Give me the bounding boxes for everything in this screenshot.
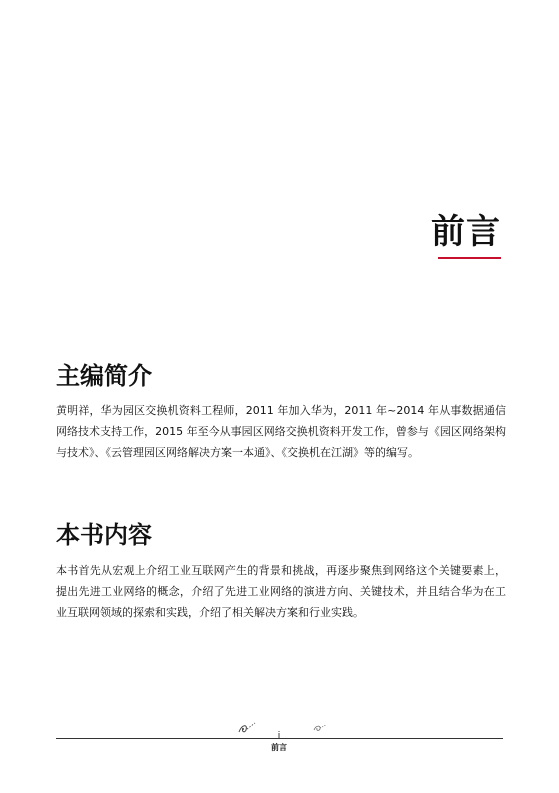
page-number: i (277, 731, 281, 741)
decorative-flourish-icon (236, 720, 258, 736)
book-content-paragraph: 本书首先从宏观上介绍工业互联网产生的背景和挑战，再逐步聚焦到网络这个关键要素上，提出先进工业网络的概念，介绍了先进工业网络的演进方向、关键技术，并且结合华为在工业互联网领域的探索和实践，介绍了相关解决方案和行业实践。 (56, 564, 506, 619)
title-underline (438, 257, 501, 259)
decorative-flourish-icon (311, 720, 333, 736)
section-heading-editor: 主编简介 (56, 362, 152, 390)
footer-section-label: 前言 (271, 743, 287, 752)
section-heading-content: 本书内容 (56, 521, 152, 549)
editor-intro-paragraph: 黄明祥，华为园区交换机资料工程师，2011 年加入华为，2011 年~2014 年从事数据通信网络技术支持工作，2015 年至今从事园区网络交换机资料开发工作，曾参与《园区网络架构与技术》、《云管理园区网络解决方案一本通》、《交换机在江湖》等的编写。 (56, 404, 506, 459)
page-title: 前言 (431, 212, 501, 252)
